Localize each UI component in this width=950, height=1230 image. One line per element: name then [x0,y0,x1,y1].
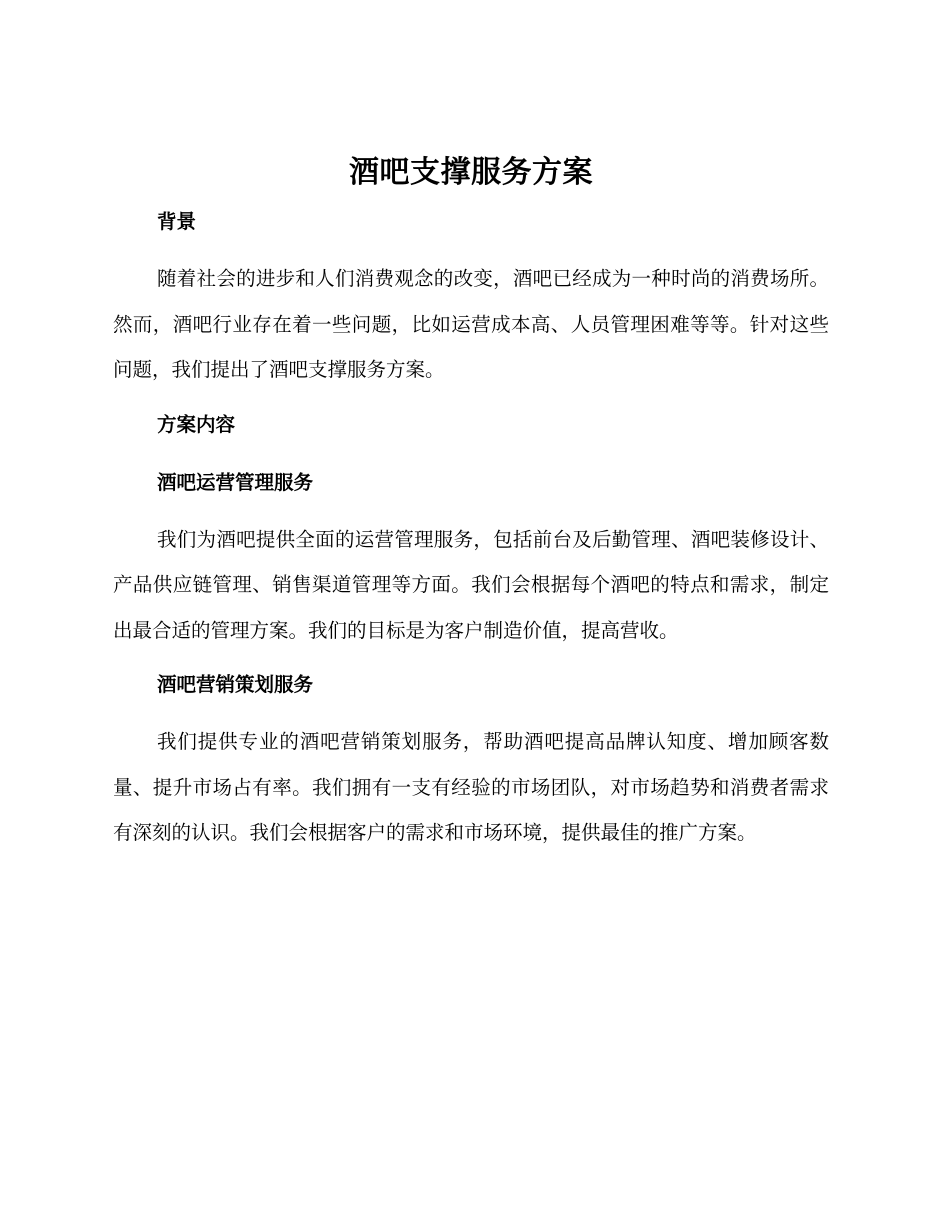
document-title: 酒吧支撑服务方案 [349,155,593,190]
section-heading-plan-content: 方案内容 [157,412,236,436]
section-paragraph-background: 随着社会的进步和人们消费观念的改变，酒吧已经成为一种时尚的消费场所。然而，酒吧行业存在着一些问题，比如运营成本高、人员管理困难等等。针对这些问题，我们提出了酒吧支撑服务方案。 [113,267,829,381]
section-heading-background: 背景 [157,210,197,233]
section-paragraph-marketing-planning: 我们提供专业的酒吧营销策划服务，帮助酒吧提高品牌认知度、增加顾客数量、提升市场占有率。我们拥有一支有经验的市场团队，对市场趋势和消费者需求有深刻的认识。我们会根据客户的需求和市场环境，提供最佳的推广方案。 [113,730,829,844]
document-page [113,148,829,856]
section-heading-marketing-planning: 酒吧营销策划服务 [157,673,314,696]
section-paragraph-operations-management: 我们为酒吧提供全面的运营管理服务，包括前台及后勤管理、酒吧装修设计、产品供应链管理、销售渠道管理等方面。我们会根据每个酒吧的特点和需求，制定出最合适的管理方案。我们的目标是为客户制造价值，提高营收。 [113,527,829,642]
section-heading-operations-management: 酒吧运营管理服务 [157,470,314,494]
